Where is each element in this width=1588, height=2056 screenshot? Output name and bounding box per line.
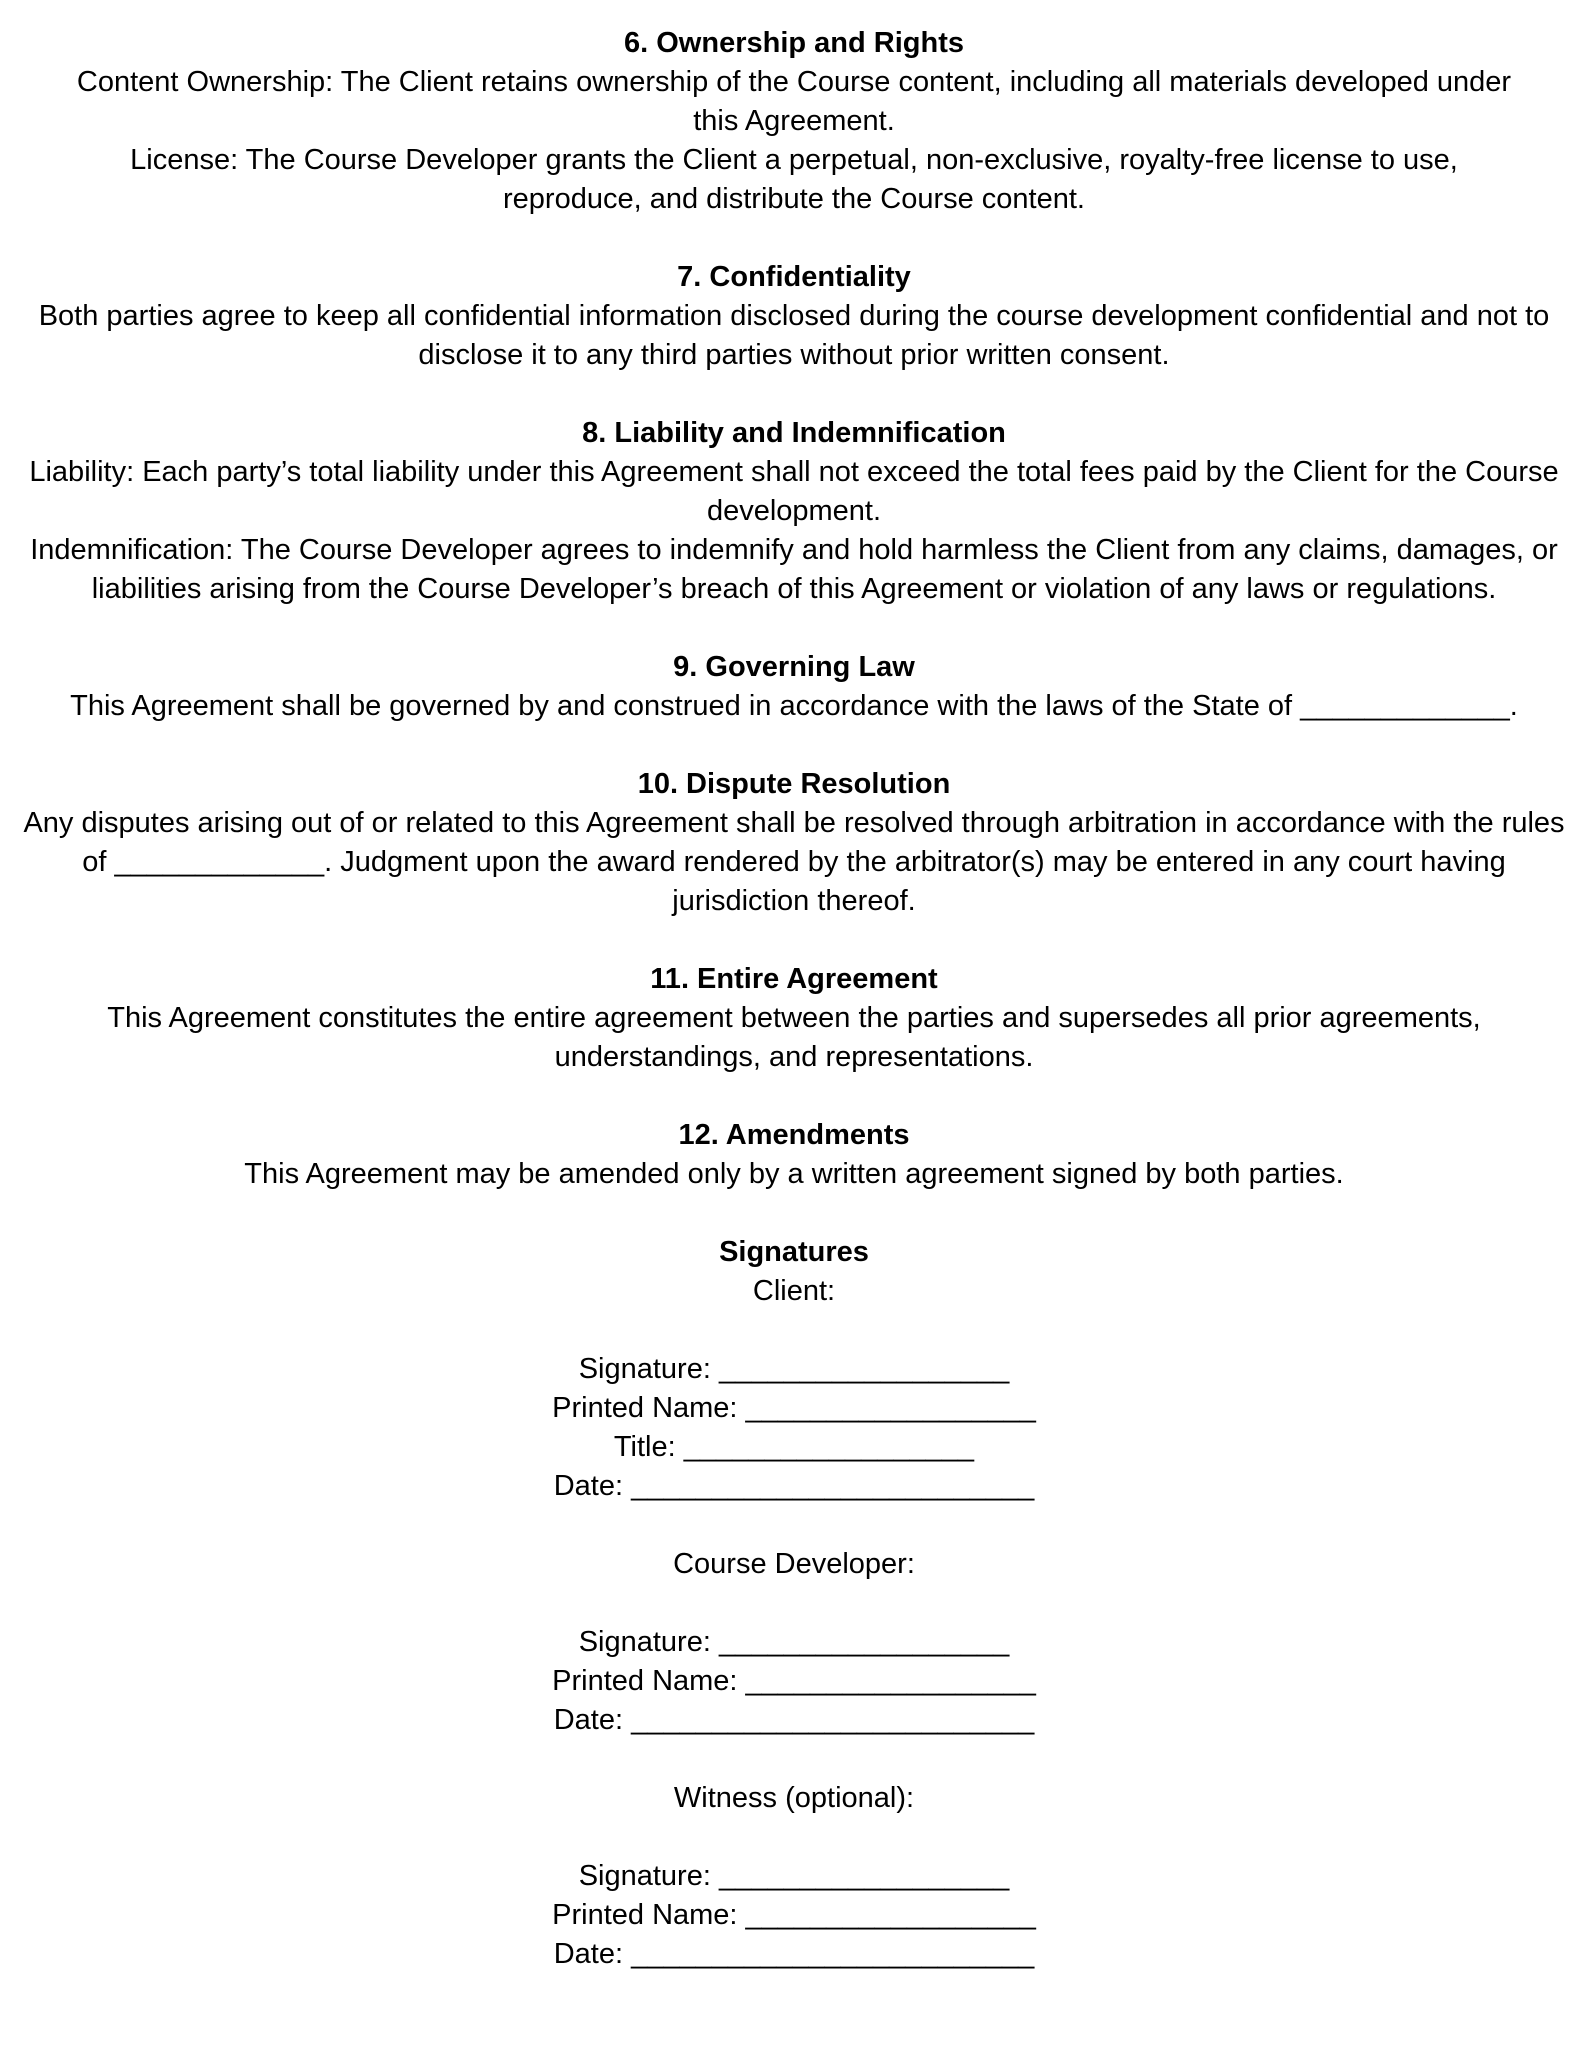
client-label: Client: [752, 1275, 836, 1307]
section-dispute-resolution [0, 765, 1588, 921]
developer-signature-field[interactable]: Signature: __________________ [578, 1626, 1010, 1658]
section-heading: 6. Ownership and Rights [624, 27, 964, 59]
section-paragraph: This Agreement may be amended only by a written agreement signed by both parties. [244, 1158, 1344, 1190]
section-governing-law [0, 648, 1588, 726]
signatures-title: Signatures [719, 1236, 869, 1268]
section-heading: 8. Liability and Indemnification [582, 417, 1006, 449]
witness-signature-field[interactable]: Signature: __________________ [578, 1860, 1010, 1892]
client-title-field[interactable]: Title: __________________ [613, 1431, 975, 1463]
section-paragraph: Both parties agree to keep all confidential information disclosed during the course development confidential and not to disclose it to any third parties without prior written consent. [38, 300, 1550, 371]
witness-printed-name-field[interactable]: Printed Name: __________________ [552, 1899, 1036, 1931]
witness-date-field[interactable]: Date: _________________________ [553, 1938, 1035, 1970]
section-paragraph: This Agreement shall be governed by and construed in accordance with the laws of the State of _____________. [70, 690, 1518, 722]
client-signature-field[interactable]: Signature: __________________ [578, 1353, 1010, 1385]
section-heading: 10. Dispute Resolution [637, 768, 951, 800]
section-entire-agreement [0, 960, 1588, 1077]
section-paragraph: This Agreement constitutes the entire agreement between the parties and supersedes all prior agreements, understandings, and representations. [107, 1002, 1481, 1073]
developer-date-field[interactable]: Date: _________________________ [553, 1704, 1035, 1736]
section-heading: 7. Confidentiality [677, 261, 911, 293]
witness-signature-block [0, 1857, 1588, 1974]
section-paragraph: License: The Course Developer grants the Client a perpetual, non-exclusive, royalty-free license to use, reproduce, and distribute the Course content. [130, 144, 1458, 215]
client-printed-name-field[interactable]: Printed Name: __________________ [552, 1392, 1036, 1424]
section-paragraph: Content Ownership: The Client retains ownership of the Course content, including all materials developed under this Agreement. [76, 66, 1512, 137]
witness-label: Witness (optional): [673, 1782, 915, 1814]
client-signature-block [0, 1350, 1588, 1506]
section-liability [0, 414, 1588, 609]
section-heading: 12. Amendments [678, 1119, 910, 1151]
client-date-field[interactable]: Date: _________________________ [553, 1470, 1035, 1502]
section-ownership [0, 24, 1588, 219]
section-amendments [0, 1116, 1588, 1194]
developer-signature-block [0, 1623, 1588, 1740]
section-paragraph: Liability: Each party’s total liability under this Agreement shall not exceed the total fees paid by the Client for the Course development. [29, 456, 1559, 527]
section-paragraph: Indemnification: The Course Developer agrees to indemnify and hold harmless the Client from any claims, damages, or liabilities arising from the Course Developer’s breach of this Agreement or violation of any laws or regulations. [30, 534, 1558, 605]
signatures-section [0, 1233, 1588, 1974]
section-heading: 11. Entire Agreement [650, 963, 938, 995]
developer-label: Course Developer: [673, 1548, 915, 1580]
section-paragraph: Any disputes arising out of or related to this Agreement shall be resolved through arbitration in accordance with the rules of _____________. Judgment upon the award rendered by the arbitrator(s) may be entered in any court having jurisdiction thereof. [23, 807, 1565, 917]
developer-printed-name-field[interactable]: Printed Name: __________________ [552, 1665, 1036, 1697]
section-heading: 9. Governing Law [673, 651, 915, 683]
section-confidentiality [0, 258, 1588, 375]
